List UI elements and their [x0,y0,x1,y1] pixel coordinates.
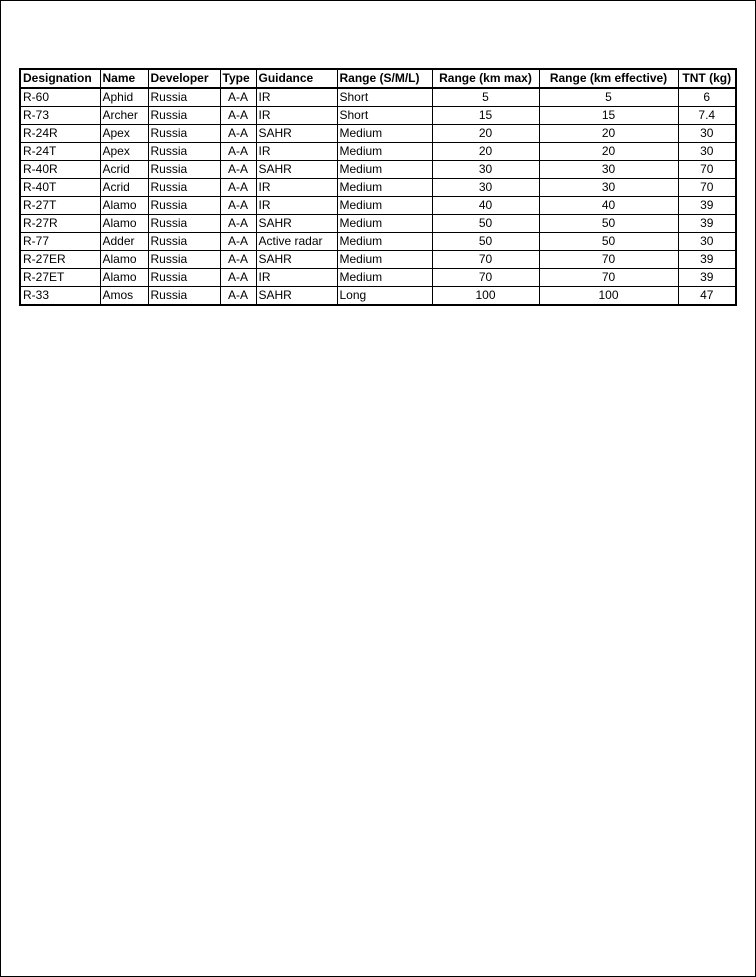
cell-range-effective: 20 [539,143,678,161]
cell-range-class: Short [337,88,432,107]
cell-range-effective: 15 [539,107,678,125]
cell-range-effective: 70 [539,269,678,287]
cell-developer: Russia [148,215,220,233]
cell-range-max: 15 [432,107,539,125]
header-range-class: Range (S/M/L) [337,69,432,88]
cell-range-class: Medium [337,125,432,143]
cell-range-class: Medium [337,161,432,179]
header-range-max: Range (km max) [432,69,539,88]
cell-type: A-A [220,143,256,161]
table-row [20,179,736,197]
cell-name: Apex [100,125,148,143]
cell-developer: Russia [148,197,220,215]
cell-developer: Russia [148,179,220,197]
cell-guidance: SAHR [256,251,337,269]
cell-tnt: 39 [678,251,736,269]
cell-range-effective: 70 [539,251,678,269]
table-header-row [20,69,736,88]
cell-guidance: IR [256,197,337,215]
cell-type: A-A [220,179,256,197]
cell-name: Alamo [100,215,148,233]
cell-type: A-A [220,88,256,107]
cell-tnt: 39 [678,215,736,233]
cell-type: A-A [220,125,256,143]
cell-tnt: 70 [678,161,736,179]
header-type: Type [220,69,256,88]
cell-tnt: 6 [678,88,736,107]
cell-type: A-A [220,215,256,233]
cell-designation: R-24R [20,125,100,143]
cell-range-class: Medium [337,143,432,161]
cell-range-class: Short [337,107,432,125]
cell-range-effective: 5 [539,88,678,107]
cell-range-max: 30 [432,179,539,197]
cell-range-effective: 30 [539,179,678,197]
cell-guidance: IR [256,88,337,107]
table-row [20,88,736,107]
table-row [20,143,736,161]
cell-range-class: Medium [337,251,432,269]
table-row [20,215,736,233]
cell-designation: R-27T [20,197,100,215]
cell-range-max: 30 [432,161,539,179]
cell-name: Archer [100,107,148,125]
cell-range-max: 5 [432,88,539,107]
cell-range-max: 20 [432,125,539,143]
cell-designation: R-27ER [20,251,100,269]
cell-name: Acrid [100,161,148,179]
table-body [20,88,736,305]
cell-tnt: 70 [678,179,736,197]
header-guidance: Guidance [256,69,337,88]
cell-range-class: Medium [337,215,432,233]
cell-guidance: SAHR [256,287,337,306]
cell-tnt: 47 [678,287,736,306]
cell-developer: Russia [148,143,220,161]
table-row [20,233,736,251]
cell-name: Amos [100,287,148,306]
cell-tnt: 39 [678,269,736,287]
table-row [20,107,736,125]
cell-type: A-A [220,197,256,215]
cell-name: Alamo [100,197,148,215]
cell-guidance: IR [256,107,337,125]
table-row [20,197,736,215]
cell-range-max: 20 [432,143,539,161]
cell-name: Alamo [100,251,148,269]
cell-designation: R-27ET [20,269,100,287]
table-row [20,125,736,143]
cell-range-class: Medium [337,233,432,251]
cell-tnt: 30 [678,143,736,161]
cell-range-effective: 100 [539,287,678,306]
cell-range-max: 100 [432,287,539,306]
cell-tnt: 39 [678,197,736,215]
cell-type: A-A [220,161,256,179]
cell-range-effective: 40 [539,197,678,215]
cell-name: Aphid [100,88,148,107]
cell-tnt: 30 [678,233,736,251]
cell-developer: Russia [148,125,220,143]
cell-developer: Russia [148,161,220,179]
cell-range-max: 40 [432,197,539,215]
cell-designation: R-24T [20,143,100,161]
header-developer: Developer [148,69,220,88]
cell-tnt: 7.4 [678,107,736,125]
cell-guidance: IR [256,269,337,287]
cell-range-max: 50 [432,233,539,251]
header-range-effective: Range (km effective) [539,69,678,88]
cell-designation: R-33 [20,287,100,306]
table-row [20,161,736,179]
cell-developer: Russia [148,287,220,306]
cell-range-effective: 30 [539,161,678,179]
cell-developer: Russia [148,251,220,269]
header-designation: Designation [20,69,100,88]
cell-guidance: IR [256,179,337,197]
cell-range-class: Medium [337,179,432,197]
cell-name: Acrid [100,179,148,197]
cell-range-class: Long [337,287,432,306]
missile-table [19,68,737,306]
cell-designation: R-60 [20,88,100,107]
cell-range-class: Medium [337,197,432,215]
cell-type: A-A [220,107,256,125]
cell-type: A-A [220,269,256,287]
cell-range-class: Medium [337,269,432,287]
cell-name: Adder [100,233,148,251]
cell-type: A-A [220,233,256,251]
cell-designation: R-73 [20,107,100,125]
cell-designation: R-40T [20,179,100,197]
cell-tnt: 30 [678,125,736,143]
cell-guidance: IR [256,143,337,161]
cell-type: A-A [220,251,256,269]
cell-range-effective: 50 [539,233,678,251]
cell-developer: Russia [148,107,220,125]
header-name: Name [100,69,148,88]
cell-developer: Russia [148,233,220,251]
cell-guidance: SAHR [256,215,337,233]
cell-range-max: 50 [432,215,539,233]
table-row [20,269,736,287]
cell-type: A-A [220,287,256,306]
cell-guidance: SAHR [256,161,337,179]
cell-range-max: 70 [432,269,539,287]
cell-name: Alamo [100,269,148,287]
cell-developer: Russia [148,269,220,287]
cell-designation: R-77 [20,233,100,251]
cell-range-max: 70 [432,251,539,269]
cell-guidance: SAHR [256,125,337,143]
cell-designation: R-40R [20,161,100,179]
table-row [20,287,736,306]
cell-designation: R-27R [20,215,100,233]
cell-range-effective: 50 [539,215,678,233]
cell-name: Apex [100,143,148,161]
header-tnt: TNT (kg) [678,69,736,88]
cell-developer: Russia [148,88,220,107]
cell-guidance: Active radar [256,233,337,251]
cell-range-effective: 20 [539,125,678,143]
table-row [20,251,736,269]
